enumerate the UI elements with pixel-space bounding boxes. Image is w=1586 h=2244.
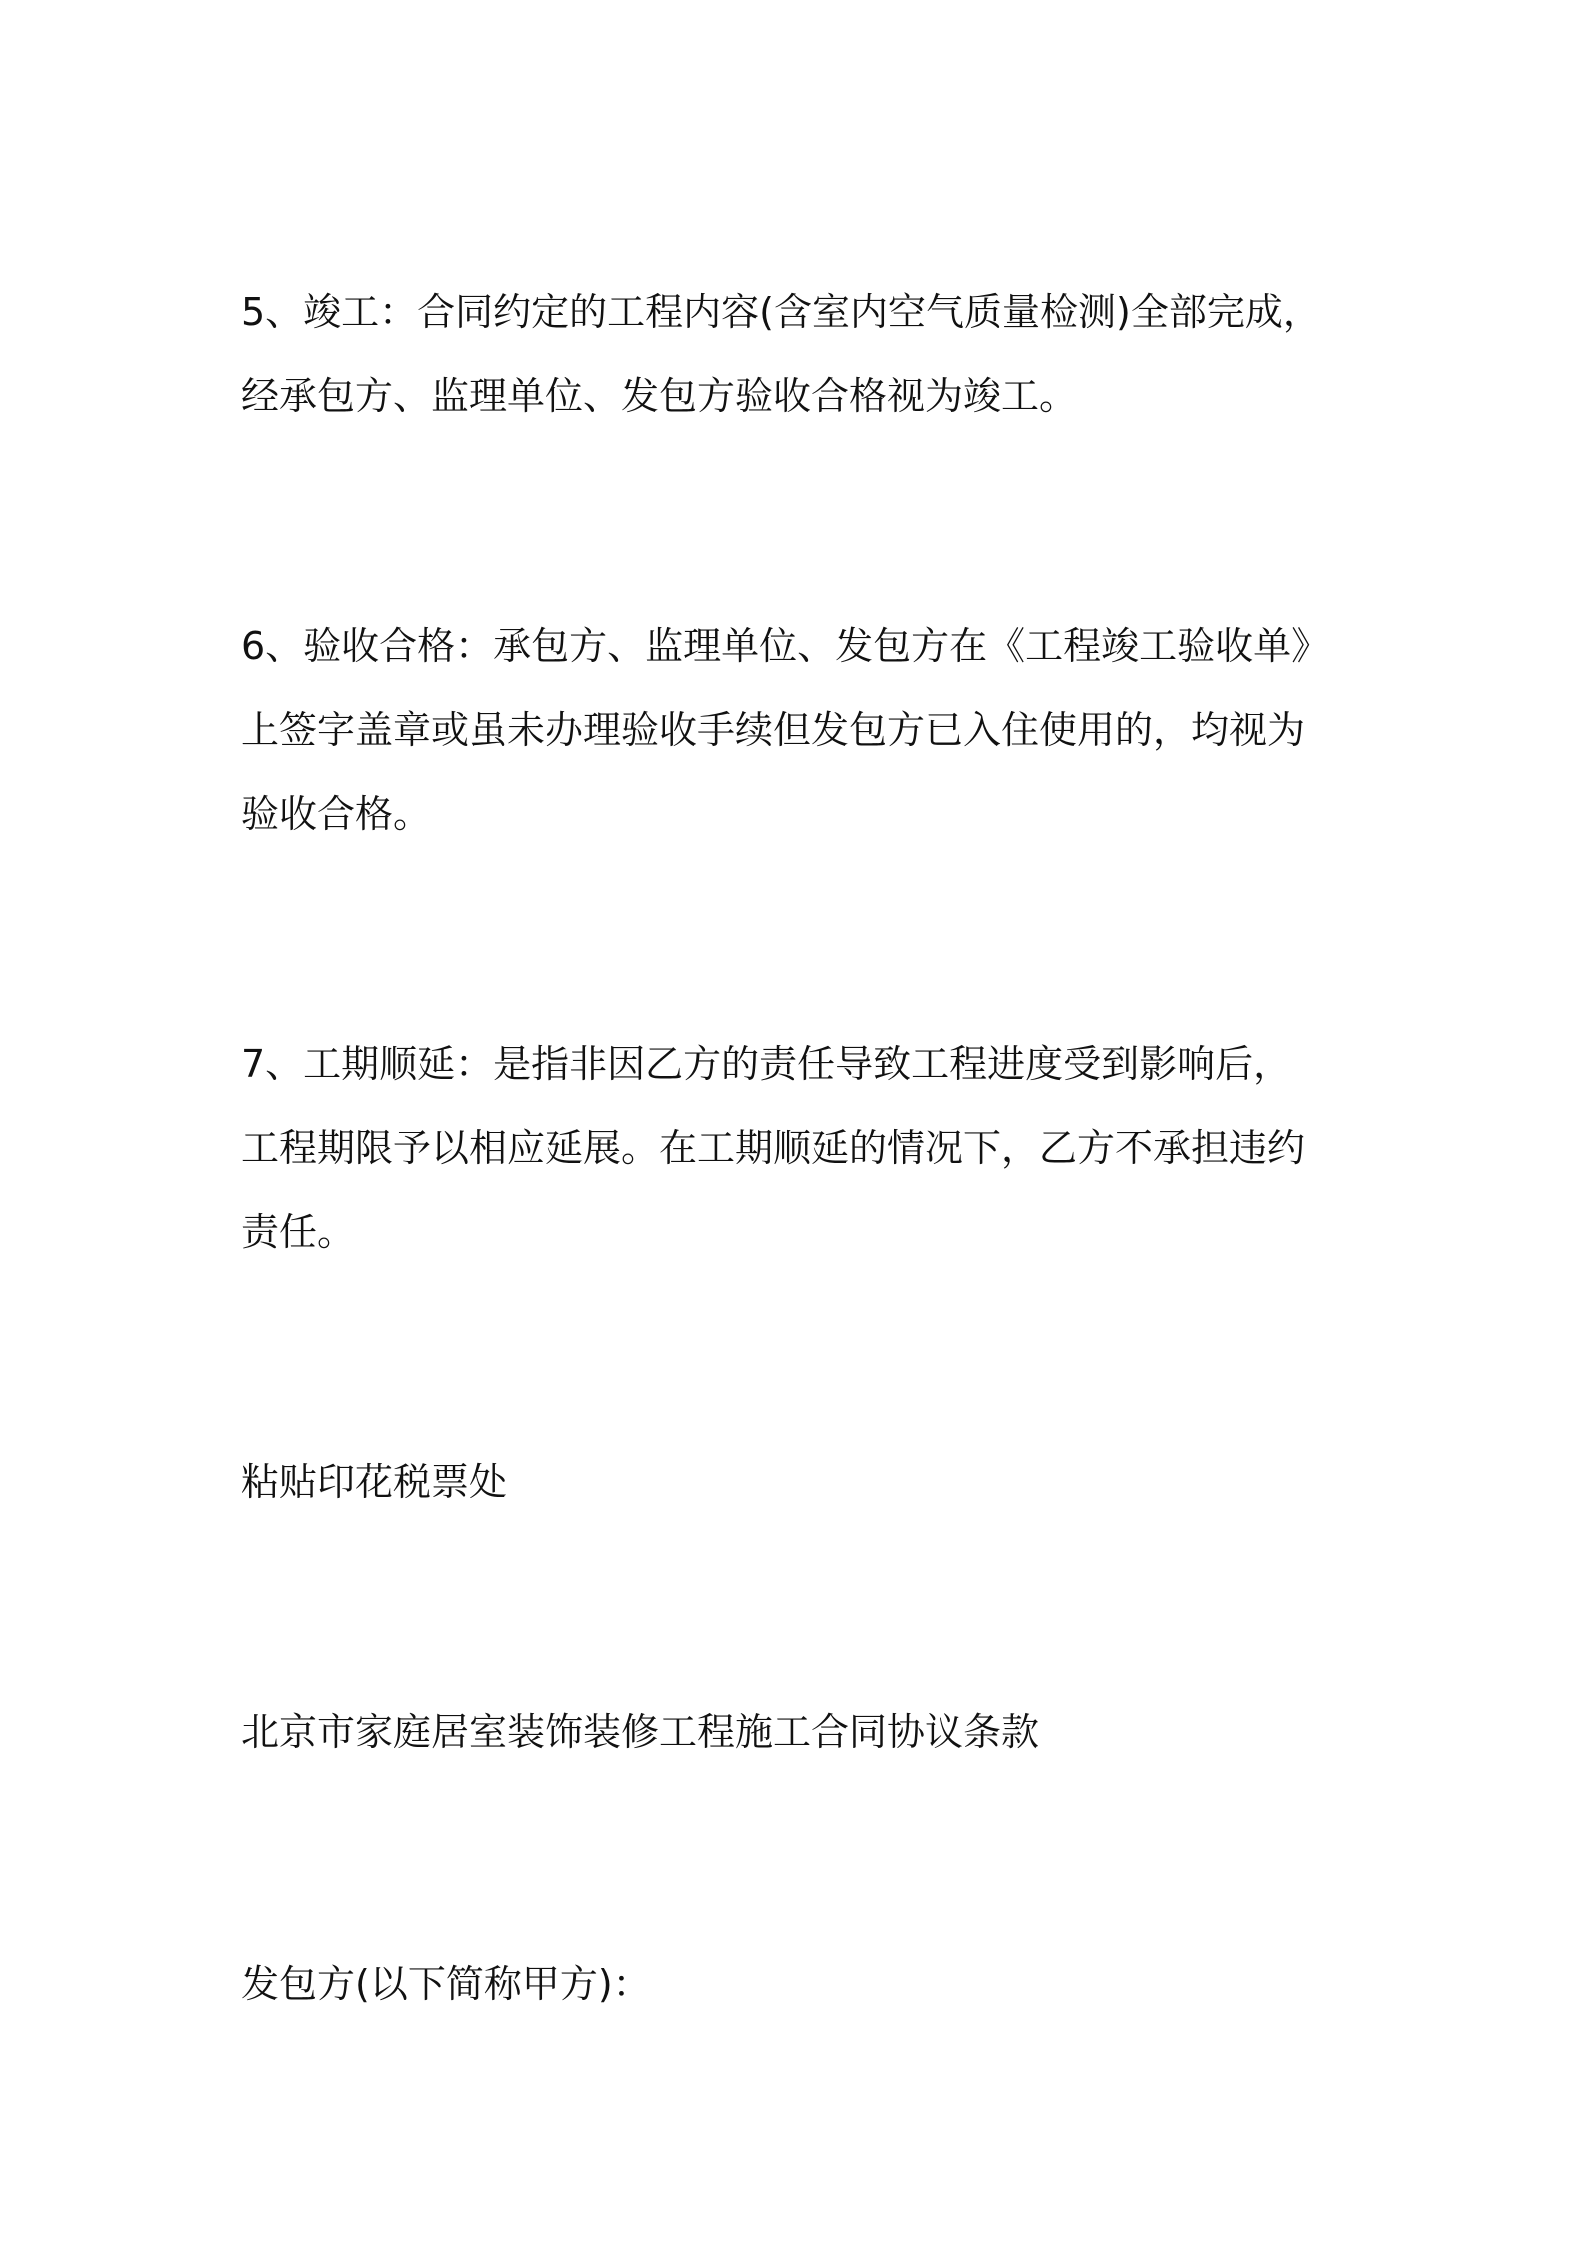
agreement-title: 北京市家庭居室装饰装修工程施工合同协议条款 — [241, 1710, 1040, 1754]
clause-line: 验收合格。 — [241, 792, 432, 836]
clause-line: 6、验收合格：承包方、监理单位、发包方在《工程竣工验收单》 — [241, 624, 1330, 668]
stamp-tax-note: 粘贴印花税票处 — [241, 1460, 508, 1504]
clause-line: 上签字盖章或虽未办理验收手续但发包方已入住使用的，均视为 — [241, 708, 1306, 752]
clause-line: 7、工期顺延：是指非因乙方的责任导致工程进度受到影响后， — [241, 1042, 1292, 1086]
clause-line: 工程期限予以相应延展。在工期顺延的情况下，乙方不承担违约 — [241, 1126, 1306, 1170]
clause-line: 经承包方、监理单位、发包方验收合格视为竣工。 — [241, 374, 1078, 418]
clause-7-extension — [241, 1022, 1361, 1274]
clause-line: 5、竣工：合同约定的工程内容(含室内空气质量检测)全部完成， — [241, 290, 1321, 334]
employer-label: 发包方(以下简称甲方)： — [241, 1962, 651, 2006]
clause-line: 责任。 — [241, 1210, 356, 1254]
clause-5-completion — [241, 270, 1361, 438]
clause-6-acceptance — [241, 604, 1361, 856]
